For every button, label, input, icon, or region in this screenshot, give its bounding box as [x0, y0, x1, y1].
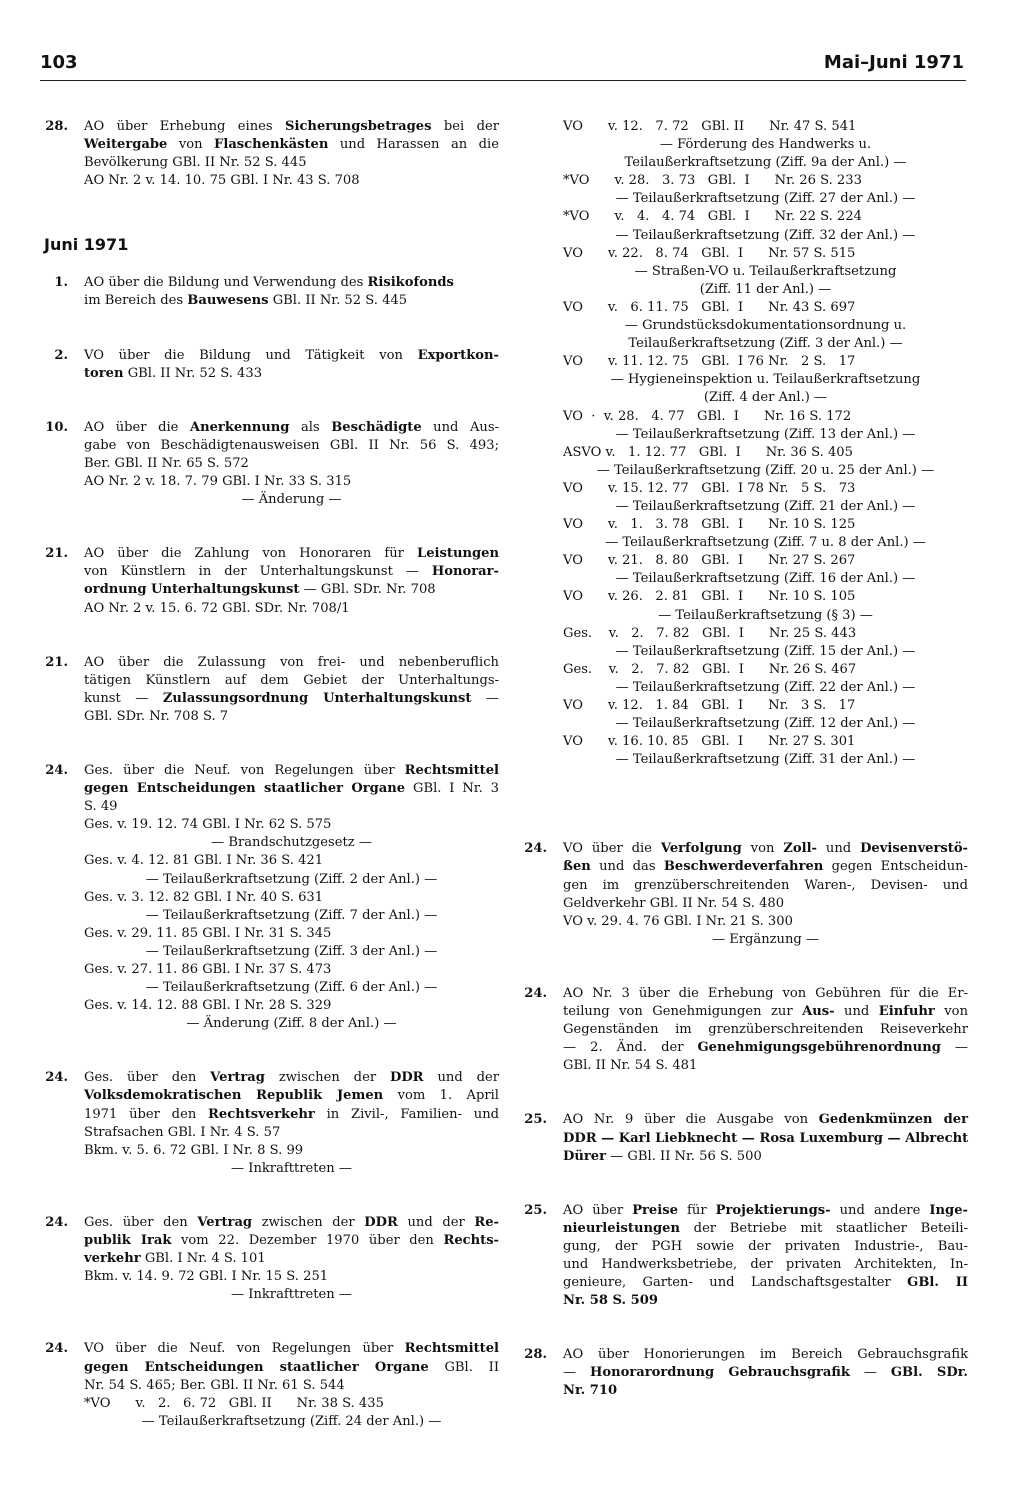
entry-title-line: Weitergabe von Flaschenkästen und Harassen an die: [84, 137, 499, 153]
entry-amendment: AO Nr. 2 v. 15. 6. 72 GBl. SDr. Nr. 708/1: [84, 600, 350, 616]
entry-title-line: VO über die Bildung und Tätigkeit von Exportkon-: [84, 347, 499, 363]
entry-title-line: im Bereich des Bauwesens GBl. II Nr. 52 S. 445: [84, 293, 408, 309]
entry-title-line: VO über die Neuf. von Regelungen über Rechtsmittel: [84, 1341, 499, 1357]
entry-28-sicherungsbetrag: [44, 118, 499, 190]
amendment-note: — Teilaußerkraftsetzung (Ziff. 15 der Anl.) —: [615, 643, 916, 659]
entry-amendment: VO v. 29. 4. 76 GBl. I Nr. 21 S. 300: [563, 913, 793, 929]
entry-number: 24.: [524, 985, 547, 1001]
amendment-line: VO v. 1. 3. 78 GBl. I Nr. 10 S. 125: [563, 517, 856, 533]
amendment-note: — Teilaußerkraftsetzung (Ziff. 13 der Anl.) —: [615, 426, 916, 442]
amendment-line: ASVO v. 1. 12. 77 GBl. I Nr. 36 S. 405: [563, 444, 853, 460]
bold-term: toren: [84, 365, 124, 381]
bold-term: Verfolgung: [660, 841, 742, 857]
entry-title-line: toren GBl. II Nr. 52 S. 433: [84, 365, 263, 381]
amendment-line: Ges. v. 2. 7. 82 GBl. I Nr. 25 S. 443: [563, 625, 857, 641]
entry-reference: Ber. GBl. II Nr. 65 S. 572: [84, 455, 249, 471]
amendment-note: — Teilaußerkraftsetzung (Ziff. 31 der Anl.) —: [615, 752, 916, 768]
bold-term: Risikofonds: [367, 275, 454, 291]
amendment-note: — Teilaußerkraftsetzung (§ 3) —: [658, 607, 873, 623]
bold-term: Beschwerdeverfahren: [663, 859, 824, 875]
entry-title-line: gabe von Beschädigtenausweisen GBl. II Nr. 56 S. 493;: [84, 437, 499, 453]
entry-21-zulassungsordnung: [44, 654, 499, 726]
bold-term: Rechts-: [443, 1233, 499, 1249]
bold-term: Honorarordnung Gebrauchsgrafik: [589, 1365, 850, 1381]
amendment-note: — Teilaußerkraftsetzung (Ziff. 32 der Anl.) —: [615, 227, 916, 243]
entry-title-line: AO über Preise für Projektierungs- und andere Inge-: [563, 1202, 968, 1218]
amendment-line: VO v. 6. 11. 75 GBl. I Nr. 43 S. 697: [563, 299, 856, 315]
amendment-line: VO v. 15. 12. 77 GBl. I 78 Nr. 5 S. 73: [563, 480, 856, 496]
entry-title-line: Gegenständen im grenzüberschreitenden Reiseverkehr: [563, 1022, 968, 1038]
amendment-note: — Teilaußerkraftsetzung (Ziff. 16 der Anl.) —: [615, 571, 916, 587]
entry-number: 24.: [45, 1341, 68, 1357]
amendment-note: — Teilaußerkraftsetzung (Ziff. 12 der Anl.) —: [615, 716, 916, 732]
entry-note: — Teilaußerkraftsetzung (Ziff. 24 der Anl.) —: [141, 1413, 442, 1429]
amendment-note: — Grundstücksdokumentationsordnung u.: [624, 318, 907, 334]
amendment-note: — Teilaußerkraftsetzung (Ziff. 27 der Anl.) —: [615, 191, 916, 207]
entry-number: 24.: [45, 1070, 68, 1086]
entry-title-line: verkehr GBl. I Nr. 4 S. 101: [84, 1251, 266, 1267]
entry-amendment: Ges. v. 3. 12. 82 GBl. I Nr. 40 S. 631: [84, 889, 324, 905]
entry-title-line: 1971 über den Rechtsverkehr in Zivil-, Familien- und: [84, 1106, 500, 1122]
bold-term: Bauwesens: [187, 293, 269, 309]
entry-number: 28.: [524, 1347, 547, 1363]
right-column: [523, 118, 968, 1401]
bold-term: Rechtsverkehr: [208, 1106, 315, 1122]
entry-note: — Änderung (Ziff. 8 der Anl.) —: [186, 1016, 397, 1032]
page-period: Mai–Juni 1971: [823, 52, 964, 73]
entry-number: 25.: [524, 1202, 547, 1218]
entry-note: — Teilaußerkraftsetzung (Ziff. 6 der Anl.) —: [145, 980, 438, 996]
bold-term: Inge-: [929, 1202, 968, 1218]
entry-title-line: publik Irak vom 22. Dezember 1970 über den Rechts-: [84, 1233, 499, 1249]
amendment-line: Ges. v. 2. 7. 82 GBl. I Nr. 26 S. 467: [563, 661, 857, 677]
entry-title-line: AO Nr. 9 über die Ausgabe von Gedenkmünzen der: [563, 1112, 968, 1128]
bold-term: Vertrag: [210, 1070, 265, 1086]
entry-note: — Teilaußerkraftsetzung (Ziff. 7 der Anl.) —: [145, 907, 438, 923]
amendment-line: *VO v. 4. 4. 74 GBl. I Nr. 22 S. 224: [563, 209, 862, 225]
entry-note: — Ergänzung —: [711, 931, 820, 947]
entry-reference: GBl. SDr. Nr. 708 S. 7: [84, 708, 229, 724]
bold-term: gegen Entscheidungen staatlicher Organe: [84, 781, 406, 797]
bold-term: Rechtsmittel: [404, 1341, 499, 1357]
entry-title-line: AO Nr. 3 über die Erhebung von Gebühren für die Er-: [563, 985, 968, 1001]
bold-term: Projektierungs-: [715, 1202, 831, 1218]
entry-title-line: AO über Honorierungen im Bereich Gebrauchsgrafik: [563, 1347, 968, 1363]
bold-term: Nr. 710: [563, 1383, 618, 1399]
entry-number: 25.: [524, 1112, 547, 1128]
amendment-note: Teilaußerkraftsetzung (Ziff. 3 der Anl.) —: [628, 336, 903, 352]
amendment-note: Teilaußerkraftsetzung (Ziff. 9a der Anl.) —: [624, 155, 907, 171]
entry-number: 28.: [45, 119, 68, 134]
entry-note: — Teilaußerkraftsetzung (Ziff. 2 der Anl.) —: [145, 871, 438, 887]
amendment-note: (Ziff. 4 der Anl.) —: [703, 390, 828, 406]
bold-term: verkehr: [84, 1251, 141, 1267]
entry-title-line: gung, der PGH sowie der privaten Industrie-, Bau-: [563, 1238, 968, 1254]
entry-title-line: [563, 1130, 968, 1148]
entry-number: 24.: [45, 1214, 68, 1230]
amendment-note: (Ziff. 11 der Anl.) —: [699, 281, 832, 297]
entry-title-line: AO über die Anerkennung als Beschädigte und Aus-: [84, 419, 499, 435]
bold-term: Volksdemokratischen Republik Jemen: [84, 1088, 384, 1104]
entry-24-zoll-devisen: [523, 840, 968, 949]
entry-title-line: gegen Entscheidungen staatlicher Organe GBl. II: [84, 1359, 499, 1375]
entry-title-line: genieure, Garten- und Landschaftsgestalter GBl. II: [563, 1275, 968, 1291]
entry-reference: Nr. 54 S. 465; Ber. GBl. II Nr. 61 S. 544: [84, 1377, 345, 1393]
entry-amendment: *VO v. 2. 6. 72 GBl. II Nr. 38 S. 435: [84, 1395, 384, 1411]
entry-1-risikofonds: [44, 274, 499, 310]
entry-title-line: AO über Erhebung eines Sicherungsbetrages bei der: [84, 119, 499, 134]
entry-number: 24.: [524, 841, 547, 857]
entry-number: 1.: [54, 275, 68, 291]
entry-number: 2.: [54, 347, 68, 363]
amendment-line: VO v. 22. 8. 74 GBl. I Nr. 57 S. 515: [563, 245, 856, 261]
entry-24-vertrag-irak: [44, 1214, 499, 1304]
entry-21-honorarordnung: [44, 545, 499, 617]
entry-title-line: gegen Entscheidungen staatlicher Organe GBl. I Nr. 3: [84, 781, 499, 797]
entry-title-line: VO über die Verfolgung von Zoll- und Devisenverstö-: [563, 841, 968, 857]
amendment-note: — Förderung des Handwerks u.: [659, 137, 872, 153]
entry-amendment: Ges. v. 27. 11. 86 GBl. I Nr. 37 S. 473: [84, 962, 332, 977]
entry-title-line: teilung von Genehmigungen zur Aus- und Einfuhr von: [563, 1004, 968, 1020]
entry-title-line: Ges. über den Vertrag zwischen der DDR und der: [84, 1070, 499, 1086]
amendment-note: — Teilaußerkraftsetzung (Ziff. 7 u. 8 der Anl.) —: [605, 535, 926, 551]
bold-term: Zoll-: [783, 841, 817, 857]
bold-term: Leistungen: [417, 546, 499, 562]
entry-title-line: AO über die Zulassung von frei- und nebenberuflich: [84, 654, 499, 670]
amendment-line: VO v. 12. 7. 72 GBl. II Nr. 47 S. 541: [563, 119, 857, 134]
entry-title-line: [563, 1292, 968, 1310]
bold-term: Vertrag: [197, 1214, 253, 1230]
entry-title-line: Ges. über den Vertrag zwischen der DDR und der Re-: [84, 1214, 499, 1230]
entry-reference: GBl. II Nr. 54 S. 481: [563, 1058, 698, 1074]
bold-term: Sicherungsbetrages: [285, 119, 432, 134]
entry-title-line: Volksdemokratischen Republik Jemen vom 1. April: [84, 1088, 499, 1104]
left-column: [44, 118, 499, 1431]
entry-title-line: nieurleistungen der Betriebe mit staatlicher Beteili-: [563, 1220, 968, 1236]
bold-term: gegen Entscheidungen staatlicher Organe: [84, 1359, 429, 1375]
entry-amendment: Ges. v. 19. 12. 74 GBl. I Nr. 62 S. 575: [84, 817, 332, 833]
entry-reference: Geldverkehr GBl. II Nr. 54 S. 480: [563, 895, 785, 911]
bold-term: nieurleistungen: [563, 1220, 680, 1236]
entry-24-vertrag-jemen: [44, 1069, 499, 1178]
bold-term: DDR: [389, 1070, 424, 1086]
bold-term: Rechtsmittel: [404, 762, 499, 778]
bold-term: publik Irak: [84, 1233, 172, 1249]
entry-28-gebrauchsgrafik: [523, 1346, 968, 1400]
entry-amendment: Bkm. v. 14. 9. 72 GBl. I Nr. 15 S. 251: [84, 1269, 329, 1285]
amendment-line: VO · v. 28. 4. 77 GBl. I Nr. 16 S. 172: [563, 408, 852, 424]
bold-term: Re-: [474, 1214, 499, 1230]
entry-amendment: Ges. v. 4. 12. 81 GBl. I Nr. 36 S. 421: [84, 853, 324, 869]
bold-term: Preise: [632, 1202, 678, 1218]
entry-note: — Brandschutzgesetz —: [211, 835, 372, 851]
entry-title-line: kunst — Zulassungsordnung Unterhaltungskunst —: [84, 690, 499, 706]
entry-amendment: Bkm. v. 5. 6. 72 GBl. I Nr. 8 S. 99: [84, 1142, 304, 1158]
entry-title-line: AO über die Bildung und Verwendung des Risikofonds: [84, 275, 454, 291]
amendment-line: *VO v. 28. 3. 73 GBl. I Nr. 26 S. 233: [563, 173, 862, 189]
entry-2-exportkontoren: [44, 347, 499, 383]
entry-reference: S. 49: [84, 799, 118, 815]
amendment-note: — Teilaußerkraftsetzung (Ziff. 20 u. 25 der Anl.) —: [596, 462, 935, 478]
entry-title-line: — 2. Änd. der Genehmigungsgebührenordnung —: [563, 1040, 968, 1056]
bold-term: ordnung Unterhaltungskunst: [84, 582, 300, 598]
entry-note: — Inkrafttreten —: [231, 1160, 352, 1176]
bold-term: ßen: [563, 859, 591, 875]
entry-title-line: [563, 1382, 968, 1400]
header-rule: [40, 80, 966, 81]
entry-title-line: tätigen Künstlern auf dem Gebiet der Unterhaltungs-: [84, 672, 499, 688]
entry-title-line: von Künstlern in der Unterhaltungskunst — Honorar-: [84, 564, 499, 580]
bold-term: Flaschenkästen: [214, 137, 329, 153]
amendment-note: — Teilaußerkraftsetzung (Ziff. 21 der Anl.) —: [615, 498, 916, 514]
amendment-note: — Teilaußerkraftsetzung (Ziff. 22 der Anl.) —: [615, 679, 916, 695]
bold-term: Gedenkmünzen der: [818, 1112, 968, 1128]
entry-title-line: gen im grenzüberschreitenden Waren-, Devisen- und: [563, 877, 968, 893]
bold-term: Beschädigte: [331, 419, 422, 435]
entry-title-line: AO über die Zahlung von Honoraren für Leistungen: [84, 546, 499, 562]
entry-number: 10.: [45, 419, 68, 435]
entry-note: — Teilaußerkraftsetzung (Ziff. 3 der Anl.) —: [145, 943, 438, 959]
entry-reference: Strafsachen GBl. I Nr. 4 S. 57: [84, 1124, 281, 1140]
section-title: Juni 1971: [44, 235, 129, 255]
bold-term: Honorar-: [431, 564, 499, 580]
amendment-note: — Straßen-VO u. Teilaußerkraftsetzung: [634, 263, 897, 279]
amendment-note: — Hygieneinspektion u. Teilaußerkraftsetzung: [610, 372, 921, 388]
entry-24-rechtsmittel-vo: [44, 1340, 499, 1430]
entry-24-genehmigungsgebuehren: [523, 985, 968, 1075]
bold-term: Exportkon-: [417, 347, 499, 363]
bold-term: Aus-: [802, 1004, 835, 1020]
bold-term: Devisenverstö-: [860, 841, 968, 857]
bold-term: DDR — Karl Liebknecht — Rosa Luxemburg — Albrecht: [563, 1130, 969, 1146]
entry-title-line: Ges. über die Neuf. von Regelungen über Rechtsmittel: [84, 762, 499, 778]
bold-term: DDR: [364, 1214, 398, 1230]
entry-10-anerkennung: [44, 419, 499, 509]
entry-title-line: Dürer — GBl. II Nr. 56 S. 500: [563, 1148, 762, 1164]
bold-term: GBl. SDr.: [890, 1365, 968, 1381]
bold-term: Weitergabe: [84, 137, 168, 153]
entry-amendment: AO Nr. 2 v. 18. 7. 79 GBl. I Nr. 33 S. 315: [84, 474, 352, 490]
bold-term: Genehmigungsgebührenordnung: [697, 1040, 941, 1056]
bold-term: Einfuhr: [878, 1004, 935, 1020]
entry-title-line: — Honorarordnung Gebrauchsgrafik — GBl. SDr.: [563, 1365, 968, 1381]
entry-title-line: und Handwerksbetriebe, der privaten Architekten, In-: [563, 1256, 968, 1272]
bold-term: Dürer: [563, 1148, 607, 1164]
amendment-line: VO v. 11. 12. 75 GBl. I 76 Nr. 2 S. 17: [563, 354, 856, 370]
bold-term: Anerkennung: [189, 419, 290, 435]
entry-title-line: ßen und das Beschwerdeverfahren gegen Entscheidun-: [563, 859, 968, 875]
bold-term: Zulassungsordnung Unterhaltungskunst: [162, 690, 472, 706]
entry-amendment: Ges. v. 29. 11. 85 GBl. I Nr. 31 S. 345: [84, 925, 332, 941]
amendment-line: VO v. 16. 10. 85 GBl. I Nr. 27 S. 301: [563, 734, 856, 750]
entry-amendment: Ges. v. 14. 12. 88 GBl. I Nr. 28 S. 329: [84, 998, 332, 1014]
entry-number: 21.: [45, 654, 68, 670]
bold-term: GBl. II: [907, 1275, 968, 1291]
continued-amendment-list: [523, 118, 968, 769]
entry-number: 21.: [45, 546, 68, 562]
entry-amendment: AO Nr. 2 v. 14. 10. 75 GBl. I Nr. 43 S. 708: [84, 173, 360, 189]
entry-25-gedenkmuenzen: [523, 1111, 968, 1165]
entry-title-line: ordnung Unterhaltungskunst — GBl. SDr. Nr. 708: [84, 582, 436, 598]
entry-reference: Bevölkerung GBl. II Nr. 52 S. 445: [84, 155, 307, 171]
entry-number: 24.: [45, 762, 68, 778]
entry-24-rechtsmittel-ges: [44, 762, 499, 1033]
amendment-line: VO v. 12. 1. 84 GBl. I Nr. 3 S. 17: [563, 698, 856, 713]
page-number: 103: [40, 52, 78, 73]
entry-25-preise-projektierung: [523, 1202, 968, 1311]
bold-term: Nr. 58 S. 509: [563, 1293, 658, 1309]
amendment-line: VO v. 26. 2. 81 GBl. I Nr. 10 S. 105: [563, 589, 856, 605]
entry-note: — Änderung —: [241, 492, 342, 508]
amendment-line: VO v. 21. 8. 80 GBl. I Nr. 27 S. 267: [563, 553, 856, 569]
entry-note: — Inkrafttreten —: [231, 1287, 352, 1303]
